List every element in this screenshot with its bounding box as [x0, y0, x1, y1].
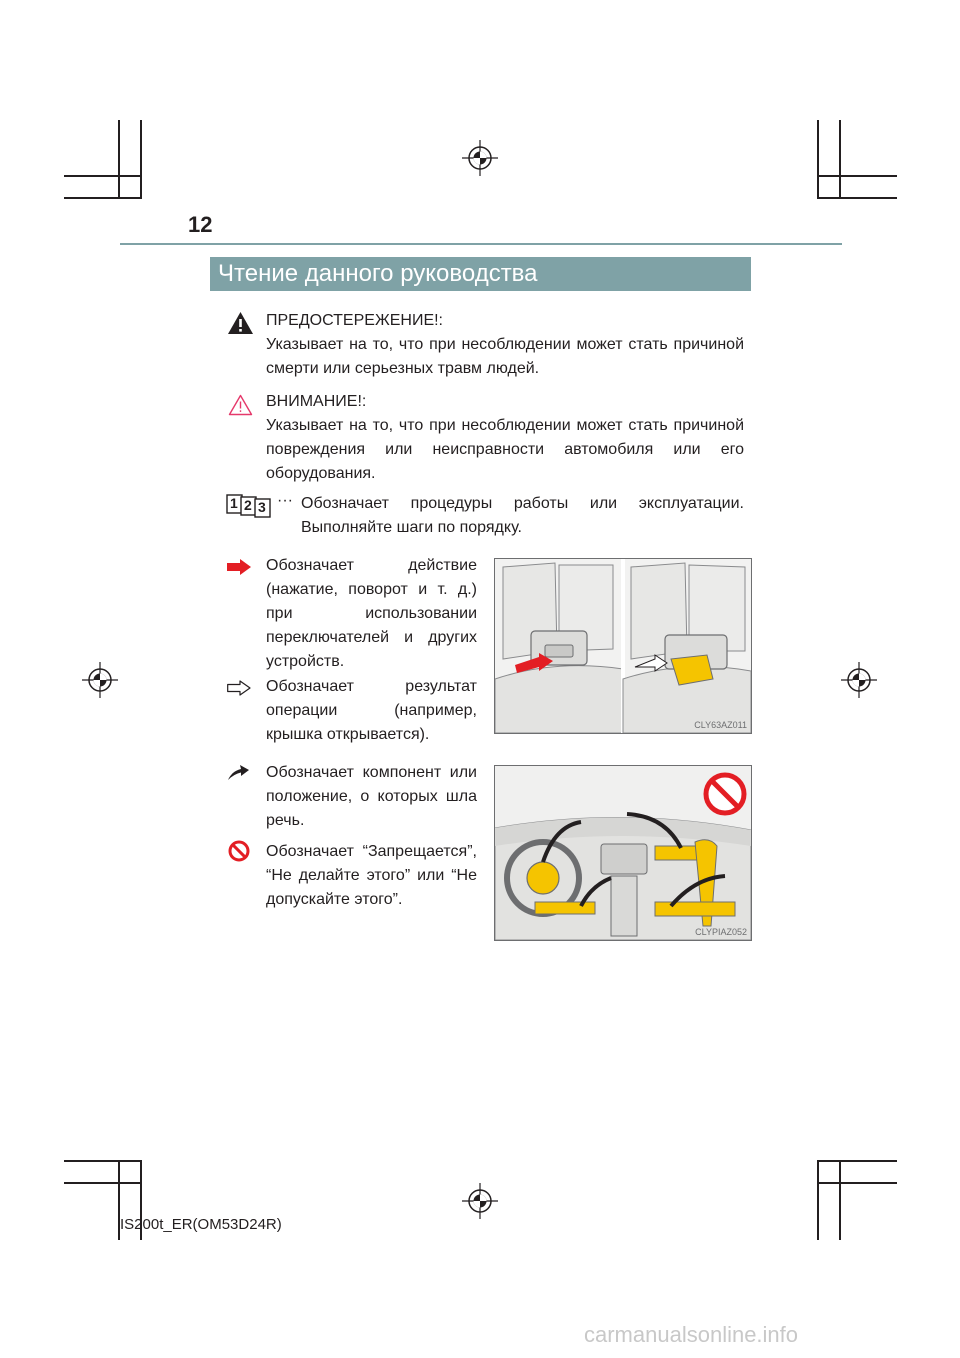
warning-text: Указывает на то, что при несоблюдении может стать причиной смерти или серьезных травм людей.	[266, 336, 744, 377]
illustration-code: CLY63AZ011	[694, 720, 747, 730]
curved-arrow-icon	[227, 765, 249, 781]
warning-triangle-filled-icon	[227, 311, 254, 335]
red-arrow-icon	[227, 559, 251, 575]
section-title: Чтение данного руководства	[210, 257, 751, 291]
registration-target-icon	[462, 140, 498, 176]
notice-title: ВНИМАНИЕ!:	[266, 393, 367, 410]
steps-text: Обозначает процедуры работы или эксплуатации. Выполняйте шаги по порядку.	[301, 495, 744, 536]
armrest-illustration	[494, 558, 752, 734]
warning-triangle-outline-icon	[228, 394, 253, 416]
notice-text: Указывает на то, что при несоблюдении может стать причиной повреждения или неисправности автомобиля или его оборудования.	[266, 417, 744, 482]
cockpit-illustration	[494, 765, 752, 941]
registration-target-icon	[462, 1183, 498, 1219]
result-text: Обозначает результат операции (например, крышка открывается).	[266, 678, 477, 743]
header-rule	[120, 243, 842, 245]
illustration-code: CLYPIAZ052	[695, 927, 747, 937]
step-digit: 1	[230, 495, 238, 511]
step-digit: 3	[258, 499, 266, 515]
prohibited-text: Обозначает “Запрещается”, “Не делайте этого” или “Не допускайте этого”.	[266, 843, 477, 908]
step-digit: 2	[244, 497, 252, 513]
registration-target-icon	[82, 662, 118, 698]
footer-code: IS200t_ER(OM53D24R)	[120, 1216, 282, 1233]
registration-target-icon	[841, 662, 877, 698]
steps-dots: ···	[277, 492, 293, 509]
page-number: 12	[188, 212, 213, 237]
action-text: Обозначает действие (нажатие, поворот и т. д.) при использовании переключателей и других устройств.	[266, 557, 477, 670]
outline-arrow-icon	[227, 680, 251, 696]
watermark: carmanualsonline.info	[584, 1322, 799, 1347]
component-text: Обозначает компонент или положение, о которых шла речь.	[266, 764, 477, 829]
step-numbers-icon	[226, 494, 276, 518]
warning-title: ПРЕДОСТЕРЕЖЕНИЕ!:	[266, 312, 443, 329]
prohibited-icon	[228, 840, 250, 862]
